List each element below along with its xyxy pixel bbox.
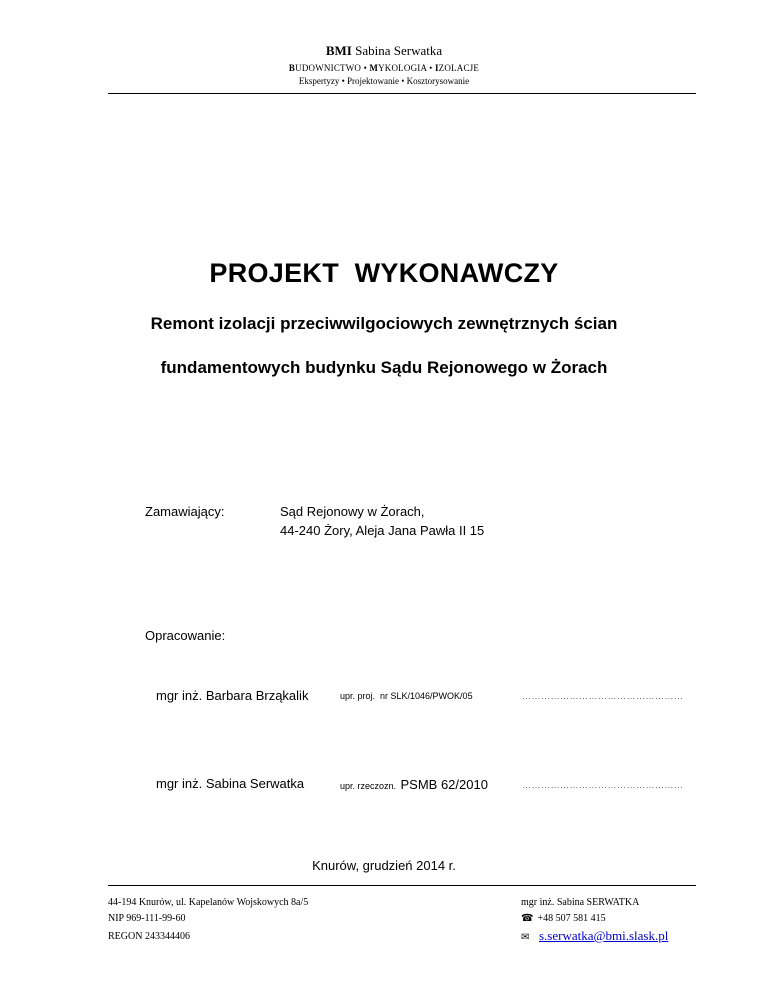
qualification-prefix: upr. proj. nr SLK/1046/PWOK/05 [340, 691, 473, 701]
company-name [0, 43, 768, 59]
footer-contact-name: mgr inż. Sabina SERWATKA [521, 897, 640, 908]
activity: Projektowanie [347, 76, 399, 86]
client-name: Sąd Rejonowy w Żorach, [280, 504, 425, 519]
author-name: mgr inż. Sabina Serwatka [156, 776, 305, 791]
footer-address: 44-194 Knurów, ul. Kapelanów Wojskowych 8a/5 [108, 897, 309, 908]
signature-line: …………………………………………… [522, 691, 684, 701]
service-initial: I [434, 63, 439, 73]
company-brand: BMI [325, 43, 352, 58]
qualification-number: PSMB 62/2010 [400, 777, 488, 792]
author-name: mgr inż. Barbara Brząkalik [156, 688, 309, 703]
bullet: • [341, 76, 345, 86]
document-subtitle-line2: fundamentowych budynku Sądu Rejonowego w Żorach [160, 358, 608, 377]
activity: Ekspertyzy [298, 76, 340, 86]
service-rest: YKOLOGIA [378, 63, 427, 73]
footer-regon: REGON 243344406 [108, 931, 190, 942]
bullet: • [363, 63, 367, 73]
service-initial: B [288, 63, 296, 73]
bullet: • [401, 76, 405, 86]
company-services [0, 63, 768, 73]
footer-email [521, 927, 668, 945]
place-date: Knurów, grudzień 2014 r. [312, 858, 456, 873]
client-label: Zamawiający: [145, 504, 225, 519]
signature-line: …………………………………………… [522, 780, 684, 790]
client-address: 44-240 Żory, Aleja Jana Pawła II 15 [280, 523, 485, 538]
document-subtitle-line1: Remont izolacji przeciwwilgociowych zewnętrznych ścian [150, 314, 618, 333]
bullet: • [429, 63, 433, 73]
header-divider [108, 93, 696, 94]
phone-icon: ☎ [521, 913, 534, 924]
footer-nip: NIP 969-111-99-60 [108, 913, 186, 924]
qualification-prefix: upr. rzeczozn. [340, 781, 397, 791]
service-initial: M [369, 63, 379, 73]
email-link[interactable]: s.serwatka@bmi.slask.pl [539, 928, 669, 943]
service-rest: UDOWNICTWO [295, 63, 362, 73]
activity: Kosztorysowanie [406, 76, 470, 86]
footer-phone [521, 913, 606, 924]
author-qualification [340, 691, 473, 701]
phone-number: +48 507 581 415 [537, 913, 606, 924]
company-owner: Sabina Serwatka [355, 43, 443, 58]
mail-icon: ✉ [521, 932, 530, 943]
service-rest: ZOLACJE [438, 63, 480, 73]
author-qualification [340, 776, 488, 794]
document-title: PROJEKT WYKONAWCZY [209, 258, 559, 288]
prepared-label: Opracowanie: [145, 628, 226, 643]
footer-divider [108, 885, 696, 886]
company-activities [0, 76, 768, 86]
